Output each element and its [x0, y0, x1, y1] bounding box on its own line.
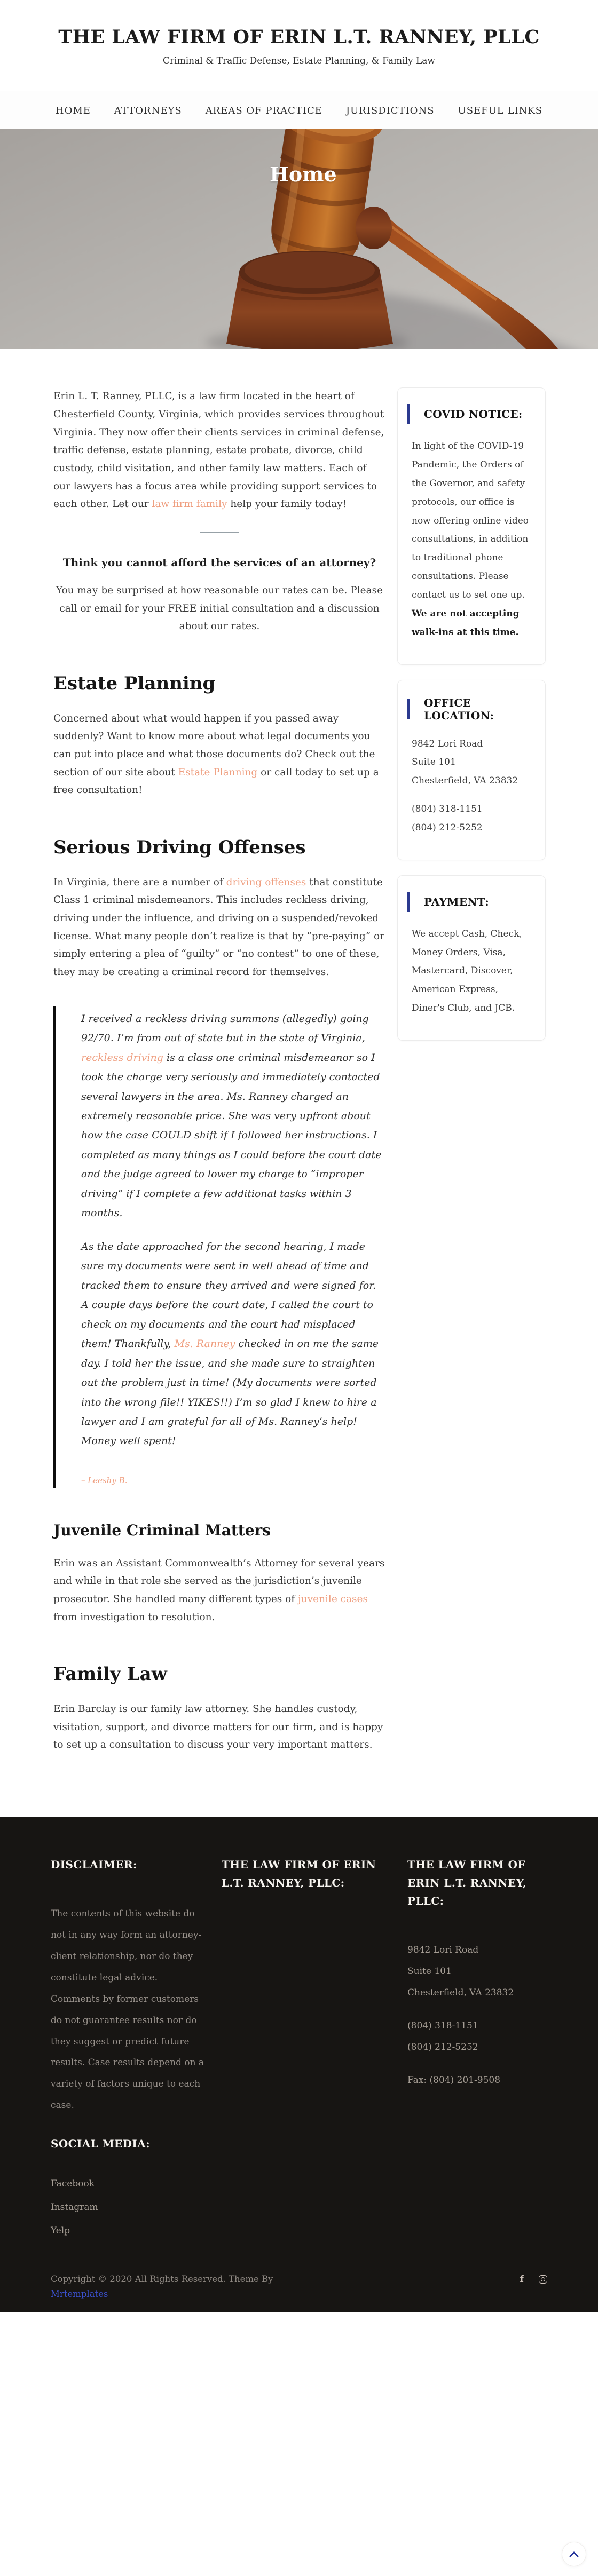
footer-columns	[0, 1817, 598, 2263]
family-law-heading: Family Law	[53, 1663, 167, 1685]
nav-item-jurisdictions[interactable]: JURISDICTIONS	[345, 105, 435, 117]
estate-text-pre: Concerned about what would happen if you passed away suddenly? Want to know more about what legal documents you can put into place and what those documents do? Check out the section of our site about	[53, 712, 375, 778]
hero-banner	[0, 129, 598, 349]
office-card-body	[407, 735, 531, 837]
back-to-top-button[interactable]	[562, 2542, 586, 2566]
social-media-heading: SOCIAL MEDIA:	[51, 2137, 150, 2151]
reckless-driving-link[interactable]: reckless driving	[81, 1051, 163, 1064]
disclaimer-heading: DISCLAIMER:	[51, 1858, 137, 1871]
estate-planning-paragraph	[53, 710, 385, 799]
site-title: THE LAW FIRM OF ERIN L.T. RANNEY, PLLC	[58, 26, 540, 48]
quote2-post: checked in on me the same day. I told her the issue, and she made sure to straighten out the problem just in time! (My documents were sorted into the wrong file!! YIKES!!) I’m so glad I knew to hire a lawyer and I am grateful for all of Ms. Ranney’s help! Money well spent!	[81, 1338, 379, 1447]
instagram-icon[interactable]	[539, 2275, 547, 2284]
firm-heading-left: THE LAW FIRM OF ERIN L.T. RANNEY, PLLC:	[222, 1858, 376, 1889]
office-phones	[412, 800, 531, 837]
affordability-paragraph: You may be surprised at how reasonable our rates can be. Please call or email for your FREE initial consultation and a discussion about our rates.	[56, 584, 383, 632]
footer-address-line-3: Chesterfield, VA 23832	[407, 1987, 514, 1998]
chevron-up-icon	[569, 2551, 579, 2557]
facebook-link[interactable]: Facebook	[51, 2178, 95, 2190]
juvenile-criminal-matters-heading: Juvenile Criminal Matters	[53, 1521, 271, 1539]
copyright-bar	[0, 2263, 598, 2312]
yelp-link[interactable]: Yelp	[51, 2225, 70, 2237]
juvenile-paragraph	[53, 1555, 385, 1627]
content-area	[0, 349, 598, 1785]
instagram-link[interactable]: Instagram	[51, 2202, 98, 2213]
payment-card	[397, 875, 546, 1041]
office-phone-1: (804) 318-1151	[412, 804, 483, 815]
disclaimer-text: The contents of this website do not in any way form an attorney-client relationship, nor do they constitute legal advice. Comments by former customers do not guarantee results nor do they suggest or predict future results. Case results depend on a variety of factors unique to each case.	[51, 1908, 204, 2111]
covid-heading-text: COVID NOTICE:	[424, 408, 523, 421]
juvenile-cases-link[interactable]: juvenile cases	[298, 1593, 368, 1605]
footer-firm-column-left	[222, 1856, 392, 2236]
accent-bar-icon	[407, 699, 410, 719]
juvenile-text-pre: Erin was an Assistant Commonwealth’s Attorney for several years and while in that role she served as the jurisdiction’s juvenile prosecutor. She handled many different types of	[53, 1557, 385, 1605]
estate-planning-heading: Estate Planning	[53, 672, 216, 694]
estate-planning-link[interactable]: Estate Planning	[178, 766, 258, 778]
nav-item-useful-links[interactable]: USEFUL LINKS	[458, 105, 543, 117]
sidebar	[397, 387, 546, 1041]
hero-page-title: Home	[270, 162, 337, 187]
estate-text-post: or call today to set up a free consultation!	[53, 766, 379, 796]
driving-offenses-link[interactable]: driving offenses	[226, 876, 306, 888]
intro-text-post: help your family today!	[227, 498, 347, 510]
nav-item-areas-of-practice[interactable]: AREAS OF PRACTICE	[205, 105, 322, 117]
covid-card-heading	[407, 404, 531, 424]
office-address-line-2: Suite 101	[412, 757, 456, 768]
footer-phone-2: (804) 212-5252	[407, 2041, 478, 2052]
ms-ranney-link[interactable]: Ms. Ranney	[174, 1338, 235, 1350]
main-column	[53, 387, 385, 1754]
covid-card-body	[407, 437, 531, 641]
nav-item-attorneys[interactable]: ATTORNEYS	[114, 105, 182, 117]
covid-notice-card	[397, 387, 546, 664]
office-heading-text: OFFICE LOCATION:	[424, 696, 494, 722]
footer-address-line-2: Suite 101	[407, 1965, 452, 1977]
footer-phones	[407, 2016, 547, 2058]
footer-fax: Fax: (804) 201-9508	[407, 2074, 501, 2086]
quote2-pre: As the date approached for the second hearing, I made sure my documents were sent in well ahead of time and tracked them to ensure they arrived and were signed for. A couple days before the court date, I called the court to check on my documents and the court had misplaced them! Thankfully,	[81, 1240, 376, 1350]
family-law-paragraph: Erin Barclay is our family law attorney. She handles custody, visitation, support, and divorce matters for our firm, and is happy to set up a consultation to discuss your very important matters.	[53, 1703, 383, 1751]
payment-heading-text: PAYMENT:	[424, 895, 489, 908]
firm-heading-right: THE LAW FIRM OF ERIN L.T. RANNEY, PLLC:	[407, 1858, 527, 1907]
main-nav	[0, 91, 598, 129]
copyright-text-block	[51, 2272, 273, 2302]
testimonial-quote	[53, 1006, 385, 1488]
section-divider	[200, 532, 239, 533]
intro-paragraph	[53, 387, 385, 513]
office-location-card	[397, 680, 546, 860]
payment-card-heading	[407, 892, 531, 912]
copyright-text: Copyright © 2020 All Rights Reserved. Theme By	[51, 2274, 273, 2285]
site-header	[0, 0, 598, 66]
accent-bar-icon	[407, 404, 410, 424]
site-tagline: Criminal & Traffic Defense, Estate Planning, & Family Law	[163, 56, 435, 67]
mrtemplates-link[interactable]: Mrtemplates	[51, 2289, 108, 2300]
accent-bar-icon	[407, 892, 410, 912]
footer-disclaimer-column	[51, 1856, 207, 2236]
footer-phone-1: (804) 318-1151	[407, 2020, 478, 2031]
quote1-pre: I received a reckless driving summons (allegedly) going 92/70. I’m from out of state but in the state of Virginia,	[81, 1012, 369, 1044]
footer-firm-column-right	[407, 1856, 547, 2236]
office-card-heading	[407, 696, 531, 722]
site-footer	[0, 1817, 598, 2312]
intro-text-pre: Erin L. T. Ranney, PLLC, is a law firm located in the heart of Chesterfield County, Virginia, which provides services throughout Virginia. They now offer their clients services in criminal defense, traffic defense, estate planning, estate probate, divorce, child custody, child visitation, and other family law matters. Each of our lawyers has a focus area while providing support services to each other. Let our	[53, 391, 384, 510]
office-address-line-3: Chesterfield, VA 23832	[412, 775, 518, 787]
covid-bold-text: We are not accepting walk-ins at this time.	[412, 608, 520, 638]
testimonial-author: – Leeshy B.	[81, 1475, 128, 1485]
testimonial-paragraph-2	[81, 1237, 385, 1451]
office-address	[412, 735, 531, 791]
law-firm-family-link[interactable]: law firm family	[152, 498, 227, 510]
driving-text-pre: In Virginia, there are a number of	[53, 876, 226, 888]
after-footer-spacer	[0, 2312, 598, 2576]
covid-body-text: In light of the COVID-19 Pandemic, the Orders of the Governor, and safety protocols, our office is now offering online video consultations, in addition to traditional phone consultations. Please contact us to set one up.	[412, 441, 529, 600]
affordability-heading: Think you cannot afford the services of an attorney?	[62, 556, 376, 569]
office-address-line-1: 9842 Lori Road	[412, 738, 483, 749]
driving-offenses-paragraph	[53, 874, 385, 981]
footer-address	[407, 1940, 547, 2004]
quote1-post: is a class one criminal misdemeanor so I took the charge very seriously and immediately contacted several lawyers in the area. Ms. Ranney charged an extremely reasonable price. She was very upfront about how the case COULD shift if I followed her instructions. I completed as many things as I could before the court date and the judge agreed to lower my charge to “improper driving” if I complete a few additional tasks within 3 months.	[81, 1051, 382, 1219]
social-links	[51, 2178, 207, 2236]
footer-address-line-1: 9842 Lori Road	[407, 1944, 479, 1955]
facebook-icon[interactable]: f	[520, 2274, 524, 2285]
footer-contact-info	[407, 1940, 547, 2091]
footer-social-icons	[520, 2272, 547, 2302]
office-phone-2: (804) 212-5252	[412, 822, 483, 833]
nav-item-home[interactable]: HOME	[55, 105, 91, 117]
payment-card-body: We accept Cash, Check, Money Orders, Visa, Mastercard, Discover, American Express, Diner's Club, and JCB.	[412, 928, 522, 1014]
testimonial-paragraph-1	[81, 1009, 385, 1223]
juvenile-text-post: from investigation to resolution.	[53, 1611, 215, 1623]
serious-driving-offenses-heading: Serious Driving Offenses	[53, 836, 306, 858]
driving-text-post: that constitute Class 1 criminal misdemeanors. This includes reckless driving, driving under the influence, and driving on a suspended/revoked license. What many people don’t realize is that by “pre-paying” or simply entering a plea of “guilty” or “no contest” to one of these, they may be creating a criminal record for themselves.	[53, 876, 385, 978]
